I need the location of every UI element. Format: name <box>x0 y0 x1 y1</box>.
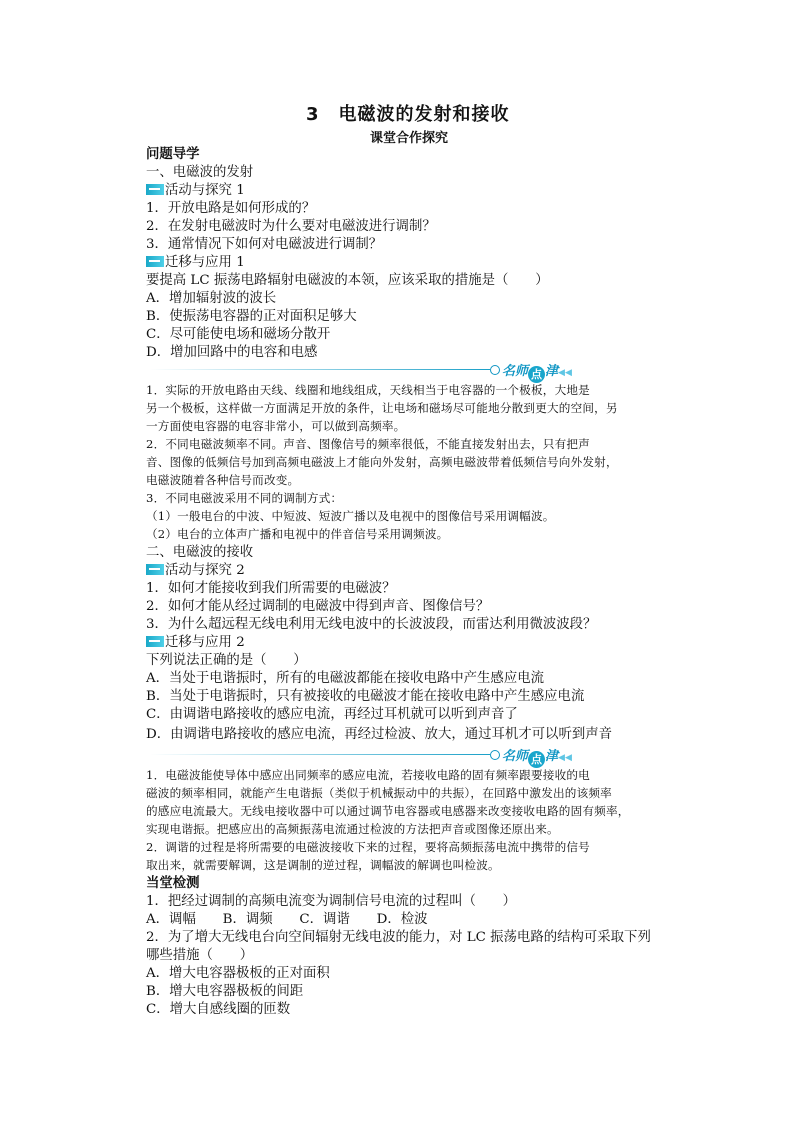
test-question-1-options: A．调幅 B．调频 C．调谐 D．检波 <box>146 912 428 927</box>
note-line: 3．不同电磁波采用不同的调制方式： <box>146 491 343 505</box>
activity-1-text: 活动与探究 1 <box>165 183 245 198</box>
note-line: 音、图像的低频信号加到高频电磁波上才能向外发射，高频电磁波带着低频信号向外发射， <box>146 455 618 469</box>
option-b: B．增大电容器极板的间距 <box>146 984 304 999</box>
question-2: 2．在发射电磁波时为什么要对电磁波进行调制？ <box>146 219 436 234</box>
question-3: 3．为什么超远程无线电利用无线电波中的长波波段，而雷达利用微波波段？ <box>146 617 597 632</box>
divider-line <box>150 369 490 370</box>
note-line: 磁波的频率相同，就能产生电谐振（类似于机械振动中的共振），在回路中激发出的该频率 <box>146 786 612 800</box>
option-b: B．使振荡电容器的正对面积足够大 <box>146 309 357 324</box>
note-line: 1．实际的开放电路由天线、线圈和地线组成，天线相当于电容器的一个极板，大地是 <box>146 383 590 397</box>
option-d: D．由调谐电路接收的感应电流，再经过检波、放大，通过耳机才可以听到声音 <box>146 727 613 742</box>
part-heading-emission: 一、电磁波的发射 <box>146 165 254 180</box>
option-b: B．当处于电谐振时，只有被接收的电磁波才能在接收电路中产生感应电流 <box>146 689 585 704</box>
activity-2-text: 活动与探究 2 <box>165 563 245 578</box>
arrow-marker-icon <box>146 184 164 195</box>
transfer-1-label <box>146 254 245 272</box>
option-c: C．尽可能使电场和磁场分散开 <box>146 327 331 342</box>
badge-circle: 点 <box>528 751 545 768</box>
note-line: 取出来，就需要解调，这是调制的逆过程，调幅波的解调也叫检波。 <box>146 858 500 872</box>
transfer-2-text: 迁移与应用 2 <box>165 635 245 650</box>
option-d: D．增加回路中的电容和电感 <box>146 345 318 360</box>
note-line: 一方面使电容器的电容非常小，可以做到高频率。 <box>146 419 406 433</box>
tips-badge: 名师 点 津◀◀ <box>490 745 572 763</box>
note-line: 实现电谐振。把感应出的高频振荡电流通过检波的方法把声音或图像还原出来。 <box>146 822 559 836</box>
question-1: 1．如何才能接收到我们所需要的电磁波？ <box>146 581 396 596</box>
option-a: A．增大电容器极板的正对面积 <box>146 966 330 981</box>
option-a: A．当处于电谐振时，所有的电磁波都能在接收电路中产生感应电流 <box>146 671 544 686</box>
arrow-marker-icon <box>146 256 164 267</box>
note-line: （1）一般电台的中波、中短波、短波广播以及电视中的图像信号采用调幅波。 <box>146 509 555 523</box>
part-heading-reception: 二、电磁波的接收 <box>146 545 254 560</box>
note-line: 2．调谐的过程是将所需要的电磁波接收下来的过程，要将高频振荡电流中携带的信号 <box>146 840 590 854</box>
section-heading-test: 当堂检测 <box>146 876 200 891</box>
test-question-1: 1．把经过调制的高频电流变为调制信号电流的过程叫（ ） <box>146 894 517 909</box>
divider-line <box>150 754 490 755</box>
circle-icon <box>490 365 500 375</box>
circle-icon <box>490 750 500 760</box>
problem-1: 要提高 LC 振荡电路辐射电磁波的本领，应该采取的措施是（ ） <box>146 273 549 288</box>
tips-divider <box>150 745 580 766</box>
note-line: 电磁波随着各种信号而改变。 <box>146 473 300 487</box>
note-line: 的感应电流最大。无线电接收器中可以通过调节电容器或电感器来改变接收电路的固有频率， <box>146 804 630 818</box>
note-line: （2）电台的立体声广播和电视中的伴音信号采用调频波。 <box>146 527 449 541</box>
note-line: 1．电磁波能使导体中感应出同频率的感应电流，若接收电路的固有频率跟要接收的电 <box>146 768 590 782</box>
question-1: 1．开放电路是如何形成的？ <box>146 201 316 216</box>
transfer-2-label <box>146 634 245 652</box>
activity-2-label <box>146 562 245 580</box>
tips-badge: 名师 点 津◀◀ <box>490 360 572 378</box>
section-heading-guide: 问题导学 <box>146 147 200 162</box>
badge-circle: 点 <box>528 366 545 383</box>
tips-divider <box>150 360 580 381</box>
note-line: 另一个极板，这样做一方面满足开放的条件，让电场和磁场尽可能地分散到更大的空间，另 <box>146 401 618 415</box>
arrow-marker-icon <box>146 636 164 647</box>
test-question-2-cont: 哪些措施（ ） <box>146 948 254 963</box>
page-subtitle: 课堂合作探究 <box>370 131 449 146</box>
question-3: 3．通常情况下如何对电磁波进行调制？ <box>146 237 383 252</box>
note-line: 2．不同电磁波频率不同。声音、图像信号的频率很低，不能直接发射出去，只有把声 <box>146 437 590 451</box>
activity-1-label <box>146 182 245 200</box>
question-2: 2．如何才能从经过调制的电磁波中得到声音、图像信号？ <box>146 599 490 614</box>
option-a: A．增加辐射波的波长 <box>146 291 277 306</box>
option-c: C．由调谐电路接收的感应电流，再经过耳机就可以听到声音了 <box>146 707 518 722</box>
problem-2: 下列说法正确的是（ ） <box>146 653 307 668</box>
arrow-marker-icon <box>146 564 164 575</box>
page-title: 3 电磁波的发射和接收 <box>306 104 510 125</box>
double-arrow-icon: ◀◀ <box>558 368 572 378</box>
transfer-1-text: 迁移与应用 1 <box>165 255 245 270</box>
double-arrow-icon: ◀◀ <box>558 753 572 763</box>
test-question-2: 2．为了增大无线电台向空间辐射无线电波的能力，对 LC 振荡电路的结构可采取下列 <box>146 930 651 945</box>
option-c: C．增大自感线圈的匝数 <box>146 1002 291 1017</box>
